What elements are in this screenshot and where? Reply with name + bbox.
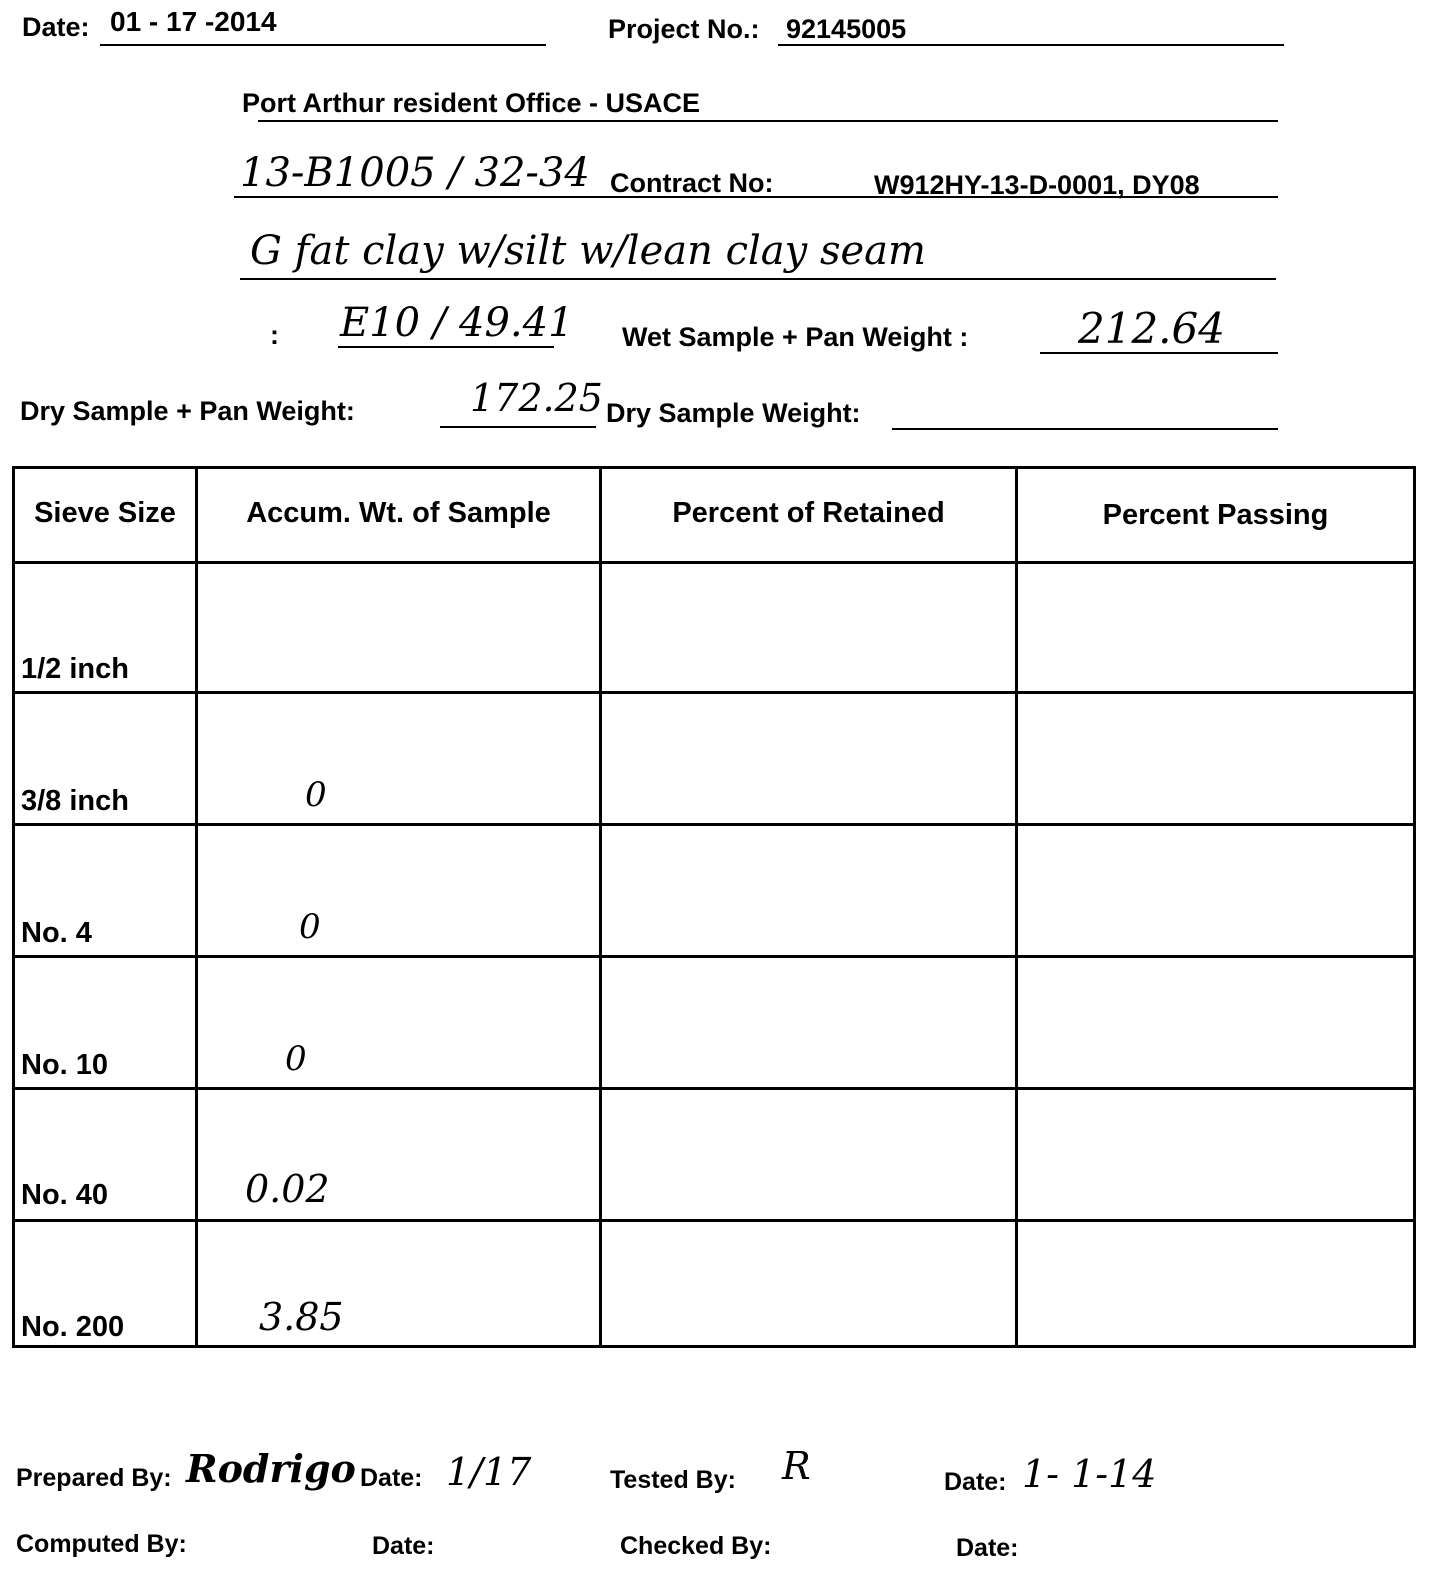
sieve-table xyxy=(12,466,1416,1348)
project-underline xyxy=(778,44,1284,46)
tested-label: Tested By: xyxy=(610,1466,736,1494)
table-row-accum: 3.85 xyxy=(259,1295,344,1339)
column-header-accum: Accum. Wt. of Sample xyxy=(246,497,551,529)
table-row-accum: 0 xyxy=(305,775,327,815)
dry-pan-value: 172.25 xyxy=(470,376,603,420)
tested-date-label: Date: xyxy=(944,1468,1007,1496)
tare-value: E10 / 49.41 xyxy=(340,300,574,346)
col-divider xyxy=(599,469,602,1345)
col-divider xyxy=(1015,469,1018,1345)
contract-value: W912HY-13-D-0001, DY08 xyxy=(874,170,1200,200)
boring-value: 13-B1005 / 32-34 xyxy=(240,150,590,196)
project-label: Project No.: xyxy=(608,14,760,44)
table-row-accum: 0 xyxy=(285,1039,307,1079)
prepared-date-label: Date: xyxy=(360,1464,423,1492)
dry-label: Dry Sample Weight: xyxy=(606,398,861,428)
table-row-sieve: No. 200 xyxy=(21,1311,125,1343)
wet-underline xyxy=(1040,352,1278,354)
checked-date-label: Date: xyxy=(956,1534,1019,1562)
column-header-retained: Percent of Retained xyxy=(672,497,945,529)
dry-pan-underline xyxy=(440,426,596,428)
date-label: Date: xyxy=(22,12,90,42)
office-text: Port Arthur resident Office - USACE xyxy=(242,88,701,118)
table-row-accum: 0.02 xyxy=(245,1167,330,1211)
row-divider xyxy=(15,823,1413,826)
description-underline xyxy=(240,278,1276,280)
computed-date-label: Date: xyxy=(372,1532,435,1560)
column-header-sieve: Sieve Size xyxy=(34,497,176,529)
table-row-sieve: No. 4 xyxy=(21,917,92,949)
wet-label: Wet Sample + Pan Weight : xyxy=(622,322,969,352)
row-divider xyxy=(15,1087,1413,1090)
dry-underline xyxy=(892,428,1278,430)
description-value: G fat clay w/silt w/lean clay seam xyxy=(250,228,926,274)
table-row-sieve: No. 40 xyxy=(21,1179,109,1211)
project-value: 92145005 xyxy=(786,14,907,44)
contract-underline xyxy=(234,196,1278,198)
tare-underline xyxy=(338,346,554,348)
row-divider xyxy=(15,1219,1413,1222)
row-divider xyxy=(15,955,1413,958)
colon-label: : xyxy=(270,320,279,350)
table-row-accum: 0 xyxy=(299,907,321,947)
prepared-date-value: 1/17 xyxy=(446,1450,532,1494)
table-row-sieve: 3/8 inch xyxy=(21,785,129,817)
contract-label: Contract No: xyxy=(610,168,774,198)
table-row-sieve: 1/2 inch xyxy=(21,653,129,685)
computed-label: Computed By: xyxy=(16,1530,187,1558)
checked-label: Checked By: xyxy=(620,1532,772,1560)
date-value: 01 - 17 -2014 xyxy=(110,6,277,37)
column-header-passing: Percent Passing xyxy=(1102,499,1329,531)
dry-pan-label: Dry Sample + Pan Weight: xyxy=(20,396,355,426)
tested-value: R xyxy=(782,1444,811,1488)
row-divider xyxy=(15,691,1413,694)
prepared-label: Prepared By: xyxy=(16,1464,172,1492)
tested-date-value: 1- 1-14 xyxy=(1022,1452,1157,1496)
office-underline xyxy=(258,120,1278,122)
row-divider xyxy=(15,561,1413,564)
date-underline xyxy=(100,44,546,46)
prepared-value: Rodrigo xyxy=(186,1446,356,1491)
table-row-sieve: No. 10 xyxy=(21,1049,109,1081)
col-divider xyxy=(195,469,198,1345)
wet-value: 212.64 xyxy=(1078,304,1225,353)
